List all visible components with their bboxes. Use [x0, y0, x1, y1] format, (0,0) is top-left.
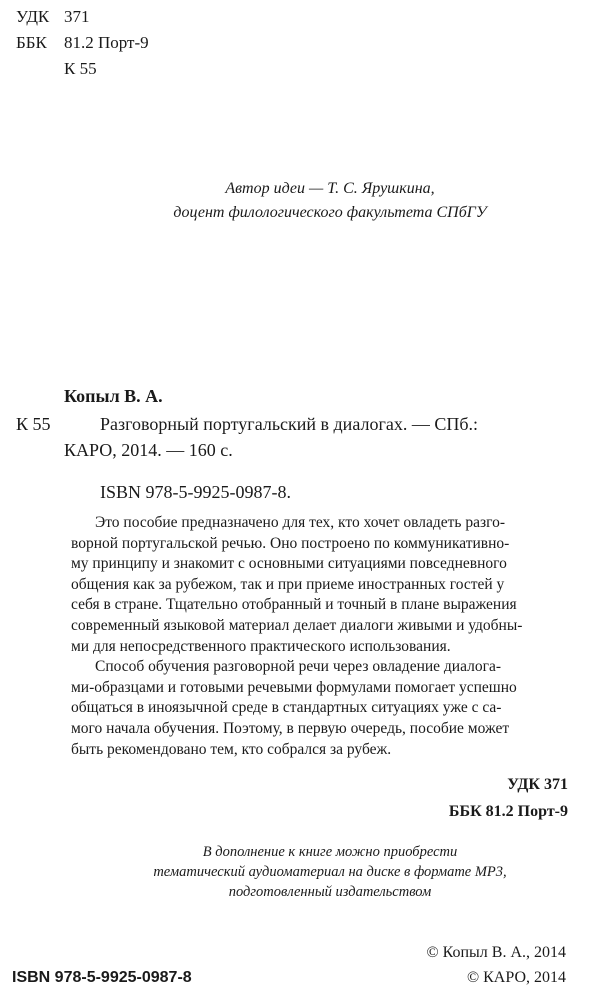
idea-author-line1: Автор идеи — Т. С. Ярушкина, [225, 180, 435, 197]
annotation-line: му принципу и знакомит с основными ситуациями повседневного [71, 555, 507, 573]
footer-isbn: ISBN 978-5-9925-0987-8 [12, 969, 192, 986]
book-isbn: ISBN 978-5-9925-0987-8. [100, 482, 291, 502]
annotation-paragraph-2 [71, 657, 567, 760]
supplement-note [100, 842, 560, 902]
copyright-author: © Копыл В. А., 2014 [426, 944, 566, 961]
udk-right: УДК 371 [507, 776, 568, 793]
annotation-line: мого начала обучения. Поэтому, в первую очередь, пособие может [71, 719, 510, 737]
bbk-label: ББК [16, 33, 47, 52]
bbk-right: ББК 81.2 Порт-9 [448, 803, 568, 820]
annotation-line: ми для непосредственного практического использования. [71, 637, 451, 655]
udk-row [16, 6, 90, 28]
book-title-line2: КАРО, 2014. — 160 с. [64, 440, 233, 460]
supplement-line2: тематический аудиоматериал на диске в формате MP3, [153, 864, 507, 880]
annotation-line: ворной португальской речью. Оно построено по коммуникативно- [71, 534, 510, 552]
annotation-line: Это пособие предназначено для тех, кто хочет овладеть разго- [95, 514, 506, 531]
book-mark: К 55 [16, 414, 51, 434]
book-author: Копыл В. А. [64, 386, 163, 406]
supplement-line1: В дополнение к книге можно приобрести [202, 844, 458, 860]
annotation-line: быть рекомендовано тем, кто собрался за рубеж. [71, 740, 392, 758]
copyright-publisher: © КАРО, 2014 [466, 969, 566, 986]
idea-author-line2: доцент филологического факультета СПбГУ [173, 204, 487, 221]
annotation-paragraph-1 [71, 513, 567, 657]
idea-author [110, 177, 550, 225]
udk-value: 371 [64, 7, 90, 26]
annotation-line: Способ обучения разговорной речи через овладение диалога- [95, 658, 501, 676]
author-mark: К 55 [64, 59, 97, 78]
annotation-line: ми-образцами и готовыми речевыми формулами помогает успешно [71, 678, 517, 696]
book-title-line1: Разговорный португальский в диалогах. — СПб.: [100, 414, 478, 434]
annotation-line: общения как за рубежом, так и при приеме иностранных гостей у [71, 575, 505, 593]
bbk-value: 81.2 Порт-9 [64, 33, 149, 52]
annotation-line: современный языковой материал делает диалоги живыми и удобны- [71, 616, 523, 634]
udk-label: УДК [16, 7, 50, 26]
annotation [71, 513, 567, 760]
annotation-line: себя в стране. Тщательно отобранный и точный в плане выражения [71, 596, 517, 614]
supplement-line3: подготовленный издательством [228, 884, 432, 900]
annotation-line: общаться в иноязычной среде в стандартных ситуациях уже с са- [71, 699, 502, 717]
bbk-row [16, 32, 149, 54]
